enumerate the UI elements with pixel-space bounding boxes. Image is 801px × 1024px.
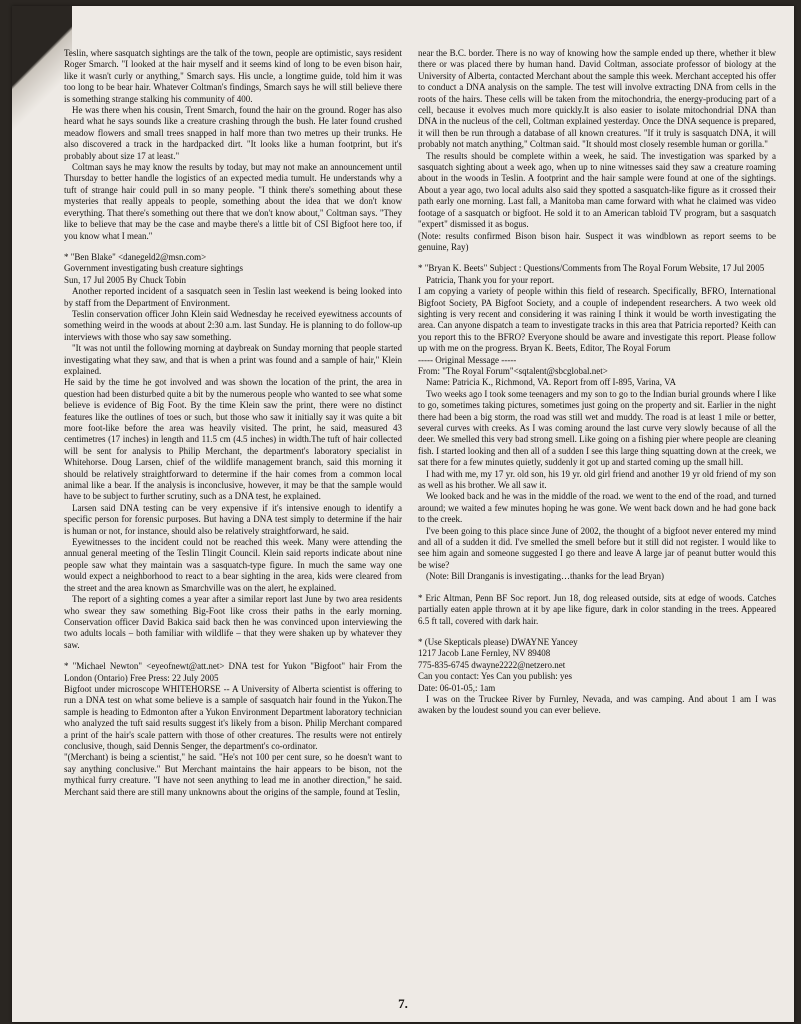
- section-separator: [64, 651, 402, 661]
- section-separator: [64, 242, 402, 252]
- body-paragraph: The report of a sighting comes a year after a similar report last June by two area residents who swear they saw something Big-Foot like cross their paths in the early morning. Conservation officer David Bakica said back then he was convinced upon interviewing the two adults locals – both familiar with wildlife – that they were shaken up by whatever they saw.: [64, 594, 402, 650]
- item-header-paragraph: * "Ben Blake" <danegeld2@msn.com>: [64, 251, 207, 262]
- body-paragraph: Sun, 17 Jul 2005 By Chuck Tobin: [64, 274, 186, 285]
- body-paragraph: Another reported incident of a sasquatch seen in Teslin last weekend is being looked into by staff from the Department of Environment.: [64, 286, 402, 308]
- body-paragraph: Two weeks ago I took some teenagers and my son to go to the Indian burial grounds where I like to go, sometimes taking pictures, sometimes just going on the property and sit. Earlier in the night there had been a big storm, the road was still wet and muddy. The road is at least 1 mile or better, several curves with creeks. As I was coming around the last curve very slowly because of all the deer. We smelled this very bad strong smell. Like going on a fishing pier where people are cleaning fish. I started looking and then all of a sudden I see this large thing squatting down at the creek, we sat there for a few minutes quietly, suddenly it got up and started coming up the small hill.: [418, 388, 776, 468]
- body-paragraph: He was there when his cousin, Trent Smarch, found the hair on the ground. Roger has also heard what he says sounds like a creature crashing through the bush. He later found crushed meadow flowers and small trees snapped in half more than two metres up their trunks. He also discovered a track in the hardpacked dirt. "It looks like a human footprint, but it's probably about size 17 at least.": [64, 105, 402, 161]
- body-paragraph: From: "The Royal Forum"<sqtalent@sbcglobal.net>: [418, 365, 608, 376]
- body-paragraph: He said by the time he got involved and was shown the location of the print, the area in question had been disturbed quite a bit by the numerous people who wanted to see what some believe is evidence of Big Foot. By the time Klein saw the print, there were no distinct features like the outlines of toes or such, but those who saw it initially say it was quite a bit more foot-like before the area was heavily visited. The print, he said, measured 43 centimetres (17 inches) in length and 11.5 cm (4.5 inches) in width.The tuft of hair collected will be sent for analysis to Philip Merchant, the department's laboratory specialist in Whitehorse. Doug Larsen, chief of the wildlife management branch, said this morning it should be relatively straightforward to determine if the hair comes from a common local animal like a bear. If the analysis is inconclusive, however, it may be that the sample would have to be subject to further scrutiny, such as a DNA test, he explained.: [64, 377, 402, 502]
- body-paragraph: Can you contact: Yes Can you publish: yes: [418, 671, 572, 682]
- left-column: [64, 48, 402, 798]
- body-paragraph: I had with me, my 17 yr. old son, his 19 yr. old girl friend and another 19 yr old friend of my son as well as his brother. We all saw it.: [418, 468, 776, 491]
- section-separator: [418, 627, 776, 637]
- section-separator: [418, 253, 776, 263]
- body-paragraph: Larsen said DNA testing can be very expensive if it's intensive enough to identify a specific person for forensic purposes. But having a DNA test simply to determine if the hair is human or not, for instance, should also be relatively straightforward, he said.: [64, 502, 402, 536]
- right-column: [418, 48, 776, 717]
- item-header-paragraph: * Eric Altman, Penn BF Soc report. Jun 18, dog released outside, sits at edge of woods. Catches partially eaten apple thrown at it by ape like figure, dark in color standing in the trees. Appeared 6.5 ft tall, covered with dark hair.: [418, 592, 776, 626]
- body-paragraph: ----- Original Message -----: [418, 354, 517, 365]
- body-paragraph: I am copying a variety of people within this field of research. Specifically, BFRO, International Bigfoot Society, PA Bigfoot Society, and a couple of independent researchers. A two week old sighting is very recent and considering it was raining I think it would be worth investigating the area. Can anyone dispatch a team to investigate tracks in this area that Patricia reported? Keith can you report this to the BFRO? Everyone should be aware and investigate this report. Please follow up with me on the progress. Bryan K. Beets, Editor, The Royal Forum: [418, 286, 776, 354]
- body-paragraph: Government investigating bush creature sightings: [64, 263, 243, 274]
- body-paragraph: Date: 06-01-05,: 1am: [418, 682, 496, 693]
- body-paragraph: Name: Patricia K., Richmond, VA. Report from off I-895, Varina, VA: [426, 377, 676, 388]
- item-header-paragraph: * "Michael Newton" <eyeofnewt@att.net> DNA test for Yukon "Bigfoot" hair From the London (Ontario) Free Press: 22 July 2005: [64, 661, 402, 683]
- body-paragraph: Bigfoot under microscope WHITEHORSE -- A University of Alberta scientist is offering to run a DNA test on what some believe is a sample of sasquatch hair found in the Yukon.The sample is heading to Edmonton after a Yukon Environment Department laboratory technician who analyzed the tuft said results suggest it's likely from a bison. Philip Merchant compared a print of the hair's scale pattern with those of other creatures. The results were not entirely conclusive, though, said Dennis Senger, the department's co-ordinator.: [64, 683, 402, 751]
- body-paragraph: "(Merchant) is being a scientist," he said. "He's not 100 per cent sure, so he doesn't want to say anything conclusive." But Merchant maintains the hair appears to be bison, not the mythical furry creature. "I have not seen anything to lead me in another direction," he said. Merchant said there are still many unknowns about the origins of the sample, found at Teslin,: [64, 752, 402, 797]
- body-paragraph: Coltman says he may know the results by today, but may not make an announcement until Thursday to better handle the logistics of an expected media tumult. He understands why a tuft of strange hair could pull in so many people. "I think there's something about these mysteries that really appeals to people, something about the idea that we don't know everything. That there's something out there that we don't know about," Coltman says. "They like to believe that may be the case and maybe there's a little bit of CSI Bigfoot here too, if you know what I mean.": [64, 162, 402, 241]
- body-paragraph: I've been going to this place since June of 2002, the thought of a bigfoot never entered my mind and all of a sudden it did. I've smelled the smell before but it still did not register. I would like to see him again and someone suggested I go there and leave A large jar of peanut butter would this be wise?: [418, 525, 776, 570]
- folded-corner: [12, 6, 72, 156]
- page-number: 7.: [398, 996, 408, 1011]
- body-paragraph: * (Use Skepticals please) DWAYNE Yancey: [418, 636, 578, 647]
- body-paragraph: The results should be complete within a week, he said. The investigation was sparked by a sasquatch sighting about a week ago, when up to nine witnesses said they saw a creature roaming about in the woods in Teslin. A footprint and the hair sample were found at one of the sightings. About a year ago, two local adults also said they spotted a sasquatch-like figure as it crossed their path early one morning. Last fall, a Manitoba man came forward with what he claimed was video footage of a sasquatch or bigfoot. He sold it to an American tabloid TV program, but a sasquatch "expert" dismissed it as bogus.: [418, 150, 776, 230]
- body-paragraph: Patricia, Thank you for your report.: [426, 274, 555, 285]
- body-paragraph: 775-835-6745 dwayne2222@netzero.net: [418, 659, 566, 670]
- body-paragraph: (Note: results confirmed Bison bison hair. Suspect it was windblown as report seems to be genuine, Ray): [418, 230, 776, 252]
- body-paragraph: I was on the Truckee River by Furnley, Nevada, and was camping. And about 1 am I was awaken by the loudest sound you can ever believe.: [418, 693, 776, 716]
- body-paragraph: Teslin conservation officer John Klein said Wednesday he received eyewitness accounts of something weird in the woods at about 2:30 a.m. last Sunday. He is planning to do follow-up interviews with those who say saw something.: [64, 308, 402, 342]
- body-paragraph: Eyewitnesses to the incident could not be reached this week. Many were attending the annual general meeting of the Teslin Tlingit Council. Klein said reports indicate about nine people saw what they maintain was a sasquatch-type figure. In much the same way one would expect a neighborhood to react to a bear sighting in the area, kids were cleared from the street and the area known as Smarchville was on the alert, he explained.: [64, 537, 402, 593]
- section-separator: [418, 583, 776, 593]
- body-paragraph: "It was not until the following morning at daybreak on Sunday morning that people started investigating what they saw, and that is when a print was found and a sample of hair," Klein explained.: [64, 343, 402, 376]
- body-paragraph: We looked back and he was in the middle of the road. we went to the end of the road, and turned around; we waited a few minutes hoping he was gone. We went back down and he had gone back to the creek.: [418, 491, 776, 525]
- body-paragraph: near the B.C. border. There is no way of knowing how the sample ended up there, whether it blew there or was placed there by human hand. David Coltman, associate professor of biology at the University of Alberta, contacted Merchant about the sample this week. Merchant accepted his offer to conduct a DNA analysis on the sample. The test will involve extracting DNA from cells in the roots of the hairs. These cells will be taken from the mitochondria, the energy-producing part of a cell, because it evolves much more quickly.It is also easier to isolate mitochondrial DNA than DNA in the nucleus of the cell, Coltman explained yesterday. Once the DNA sequence is prepared, it will then be run through a database of all known creatures. "If it truly is sasquatch DNA, it will probably not match anything," Coltman said. "It should most closely resemble human or gorilla.": [418, 48, 776, 150]
- body-paragraph: Teslin, where sasquatch sightings are the talk of the town, people are optimistic, says resident Roger Smarch. "I looked at the hair myself and it seems kind of long to be even bison hair, like it wasn't curly or anything," Smarch says. His uncle, a longtime guide, told him it was too long to be bear hair. Whatever Coltman's findings, Smarch says he will still believe there is something strange stalking his community of 400.: [64, 48, 402, 104]
- body-paragraph: 1217 Jacob Lane Fernley, NV 89408: [418, 648, 551, 659]
- document-page: [12, 6, 794, 1022]
- item-header-paragraph: * "Bryan K. Beets" Subject : Questions/Comments from The Royal Forum Website, 17 Jul 2005: [418, 263, 765, 274]
- body-paragraph: (Note: Bill Dranganis is investigating…thanks for the lead Bryan): [426, 571, 664, 582]
